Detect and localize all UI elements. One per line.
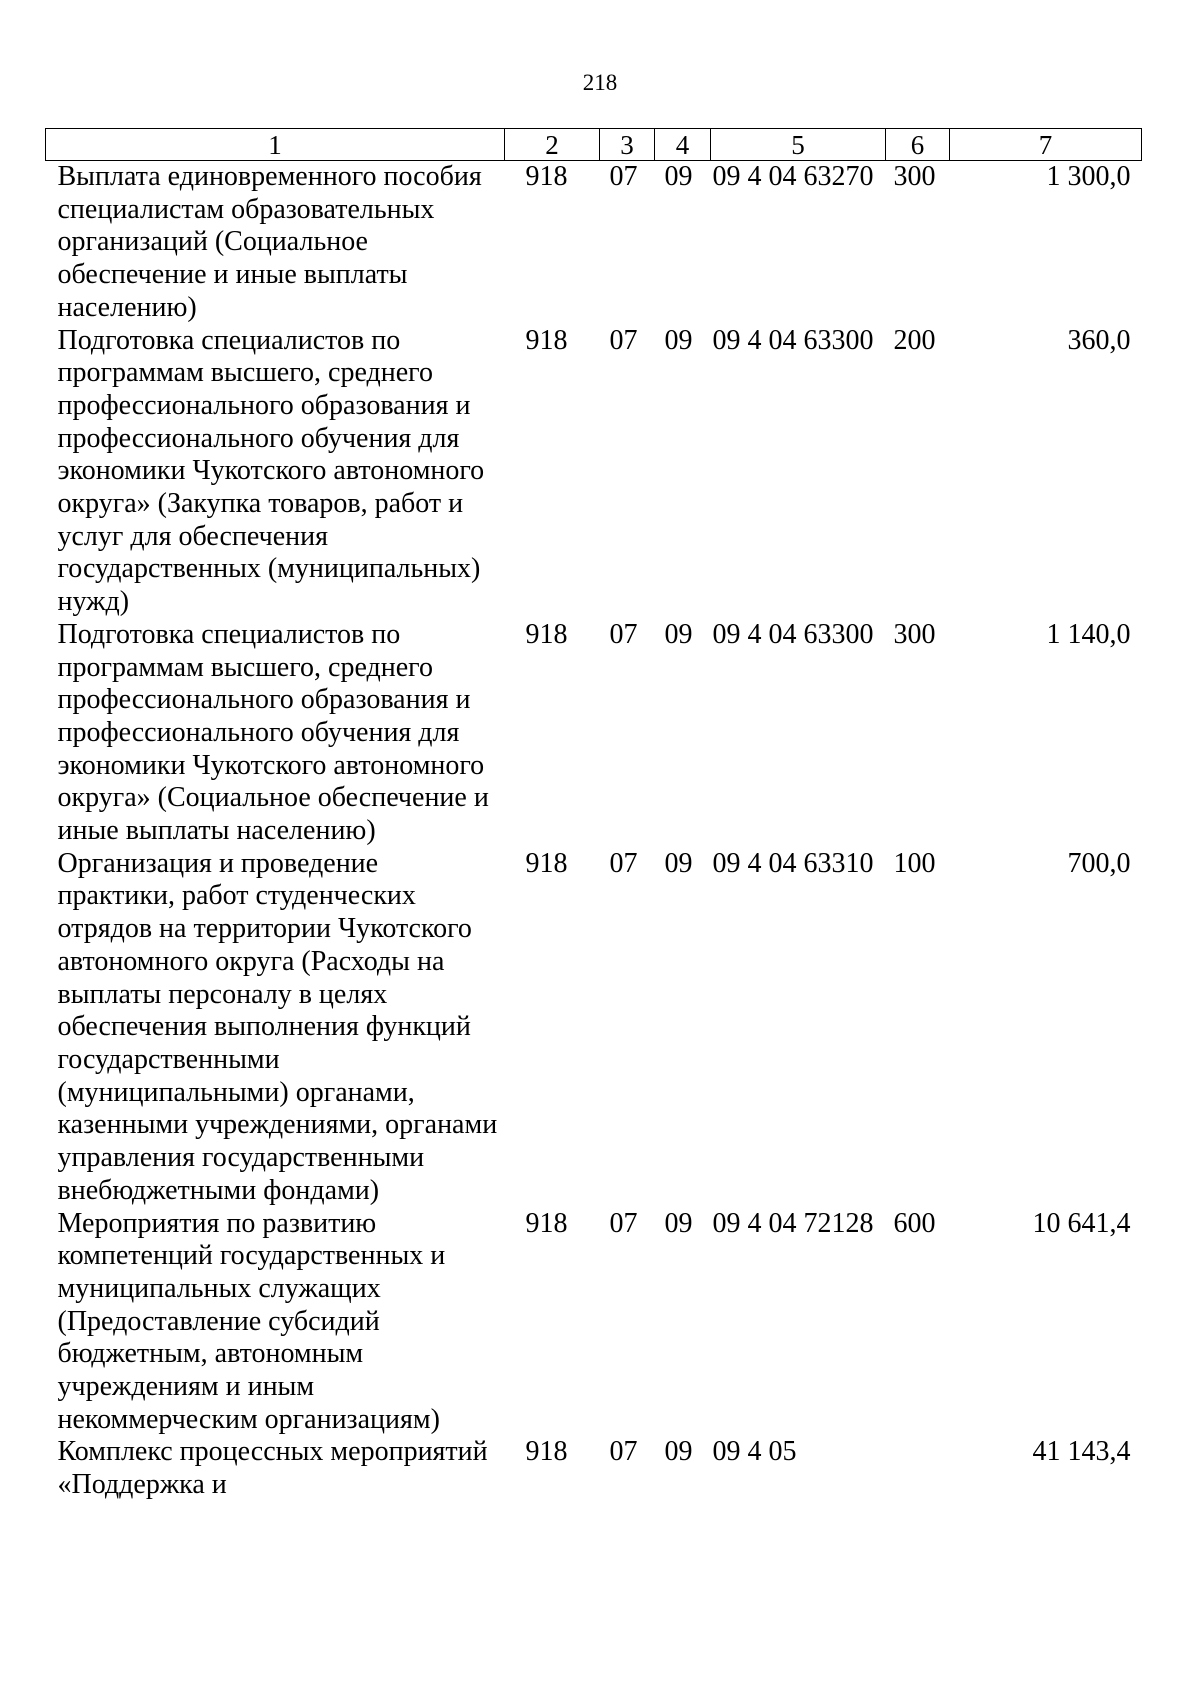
row-name: Подготовка специалистов по программам высшего, среднего профессионального образования и профессионального обучения для экономики Чукотского автономного округа» (Закупка товаров, работ и услуг для обеспечения государственных (муниципальных) нужд) xyxy=(57,324,485,618)
row-gr-code: 918 xyxy=(525,618,568,650)
row-name: Выплата единовременного пособия специалистам образовательных организаций (Социальное обеспечение и иные выплаты населению) xyxy=(57,161,482,323)
row-amount: 360,0 xyxy=(1067,324,1131,356)
table-row xyxy=(46,848,1142,1208)
row-subsection-code: 09 xyxy=(664,161,693,192)
row-amount: 1 140,0 xyxy=(1046,618,1131,650)
row-target-code: 09 4 04 63300 xyxy=(712,618,874,650)
row-amount: 700,0 xyxy=(1067,847,1131,879)
row-section-code: 07 xyxy=(609,847,638,879)
table-row xyxy=(46,325,1142,619)
row-subsection-code: 09 xyxy=(664,1436,693,1468)
row-target-code: 09 4 05 xyxy=(712,1436,797,1468)
row-gr-code: 918 xyxy=(525,324,568,356)
column-header-rz: 3 xyxy=(600,129,655,161)
row-expense-type: 100 xyxy=(893,847,936,879)
row-name: Организация и проведение практики, работ студенческих отрядов на территории Чукотского автономного округа (Расходы на выплаты персоналу в целях обеспечения выполнения функций государственными (муниципальными) органами, казенными учреждениями, органами управления государственными внебюджетными фондами) xyxy=(57,847,498,1206)
row-amount: 10 641,4 xyxy=(1032,1207,1131,1239)
row-amount: 1 300,0 xyxy=(1046,161,1131,192)
row-section-code: 07 xyxy=(609,1436,638,1468)
row-target-code: 09 4 04 63310 xyxy=(712,847,874,879)
row-subsection-code: 09 xyxy=(664,618,693,650)
row-gr-code: 918 xyxy=(525,1436,568,1468)
column-header-pr: 4 xyxy=(655,129,711,161)
table-row xyxy=(46,1436,1142,1501)
row-target-code: 09 4 04 63300 xyxy=(712,324,874,356)
row-expense-type: 600 xyxy=(893,1207,936,1239)
row-section-code: 07 xyxy=(609,1207,638,1239)
row-subsection-code: 09 xyxy=(664,324,693,356)
row-gr-code: 918 xyxy=(525,1207,568,1239)
budget-table xyxy=(45,128,1142,1502)
row-subsection-code: 09 xyxy=(664,1207,693,1239)
row-section-code: 07 xyxy=(609,161,638,192)
table-row xyxy=(46,161,1142,325)
row-section-code: 07 xyxy=(609,324,638,356)
column-header-cs: 5 xyxy=(711,129,886,161)
row-expense-type xyxy=(886,1436,950,1501)
column-header-vr: 6 xyxy=(886,129,950,161)
row-name: Комплекс процессных мероприятий «Поддержка и xyxy=(57,1436,488,1501)
column-header-sum: 7 xyxy=(950,129,1142,161)
row-target-code: 09 4 04 72128 xyxy=(712,1207,874,1239)
row-expense-type: 300 xyxy=(893,618,936,650)
row-name: Мероприятия по развитию компетенций государственных и муниципальных служащих (Предоставление субсидий бюджетным, автономным учреждениям и иным некоммерческим организациям) xyxy=(57,1207,446,1435)
row-gr-code: 918 xyxy=(525,161,568,192)
table-row xyxy=(46,1208,1142,1437)
column-header-name: 1 xyxy=(46,129,505,161)
column-header-gr: 2 xyxy=(505,129,600,161)
row-target-code: 09 4 04 63270 xyxy=(712,161,874,192)
row-gr-code: 918 xyxy=(525,847,568,879)
row-expense-type: 300 xyxy=(893,161,936,192)
row-subsection-code: 09 xyxy=(664,847,693,879)
page-number: 218 xyxy=(582,70,618,95)
row-amount: 41 143,4 xyxy=(1032,1436,1131,1468)
row-section-code: 07 xyxy=(609,618,638,650)
row-expense-type: 200 xyxy=(893,324,936,356)
row-name: Подготовка специалистов по программам высшего, среднего профессионального образования и профессионального обучения для экономики Чукотского автономного округа» (Социальное обеспечение и иные выплаты населению) xyxy=(57,618,489,847)
table-row xyxy=(46,619,1142,848)
table-header-row xyxy=(46,129,1142,161)
